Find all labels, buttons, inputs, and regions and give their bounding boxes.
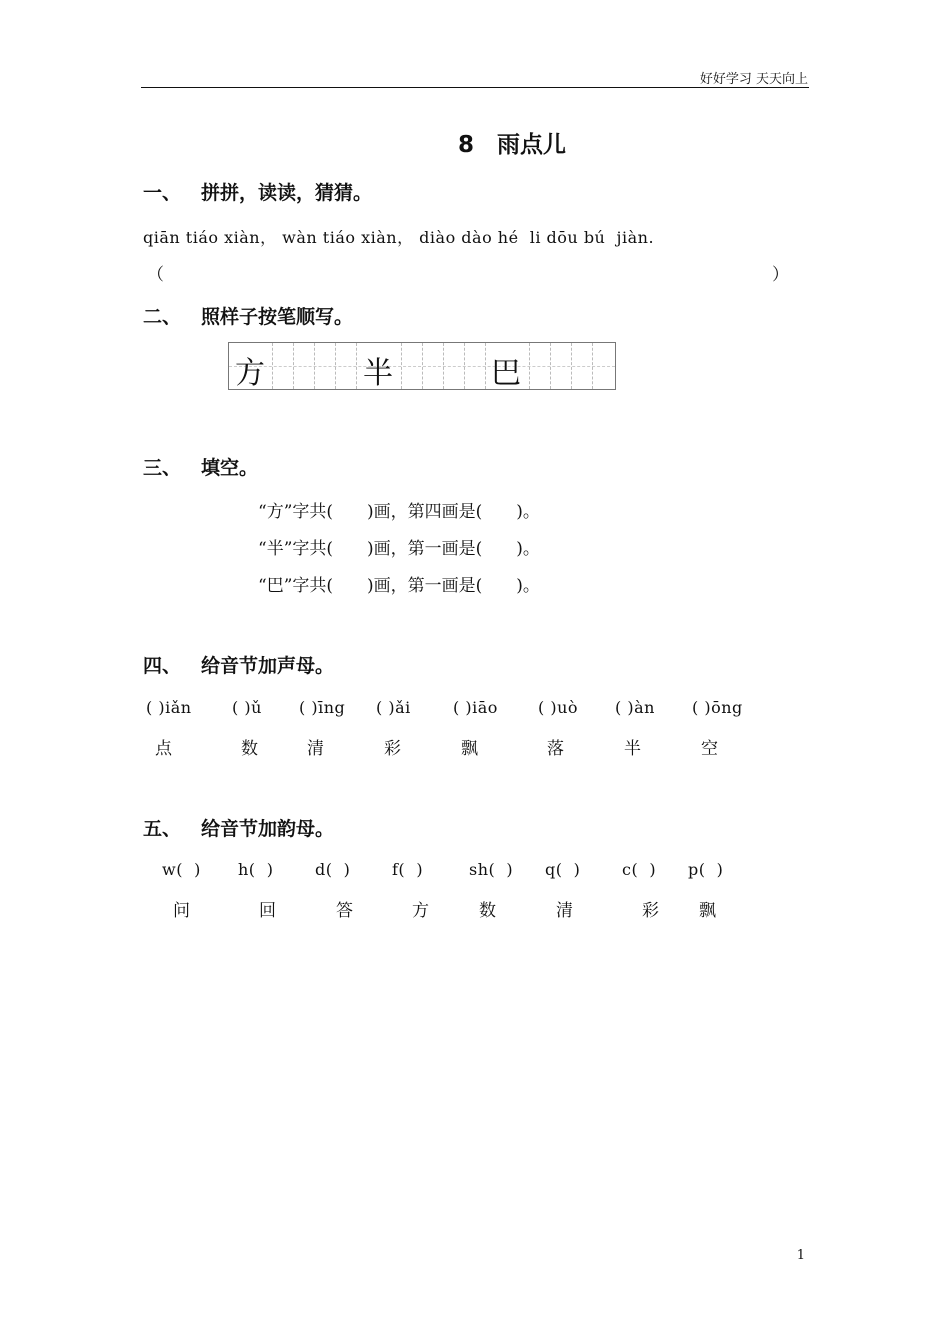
grid-char-ban: 半	[363, 356, 393, 391]
section-4-heading: 给音节加声母。	[201, 655, 335, 677]
section-5-heading: 给音节加韵母。	[201, 818, 335, 840]
s5-pinyin-2: h( )	[238, 860, 274, 879]
s5-pinyin-5: sh( )	[469, 860, 514, 879]
s4-char-1: 点	[155, 739, 172, 759]
grid-divider	[293, 343, 294, 389]
grid-divider	[571, 343, 572, 389]
s4-char-2: 数	[241, 739, 258, 759]
s5-char-2: 回	[259, 901, 276, 921]
grid-divider	[422, 343, 423, 389]
header-rule	[141, 87, 809, 88]
grid-divider	[592, 343, 593, 389]
fill-line-3: “巴”字共( )画，第一画是( )。	[258, 576, 540, 596]
s5-pinyin-6: q( )	[545, 860, 581, 879]
section-1-heading: 拼拼，读读，猜猜。	[201, 182, 373, 204]
fill-line-1: “方”字共( )画，第四画是( )。	[258, 502, 540, 522]
fill-line-2: “半”字共( )画，第一画是( )。	[258, 539, 540, 559]
section-3-heading: 填空。	[201, 457, 259, 479]
section-2-heading: 照样子按笔顺写。	[201, 306, 354, 328]
s4-pinyin-2: ( )ǔ	[232, 698, 262, 717]
grid-divider	[335, 343, 336, 389]
grid-divider	[485, 343, 486, 389]
s5-char-3: 答	[336, 901, 353, 921]
s4-pinyin-1: ( )iǎn	[146, 698, 192, 717]
header-text: 好好学习 天天向上	[699, 72, 808, 87]
grid-divider	[464, 343, 465, 389]
s5-char-8: 飘	[699, 901, 716, 921]
section-3-number: 三、	[143, 457, 182, 479]
page-number: 1	[796, 1248, 805, 1263]
s4-pinyin-4: ( )ǎi	[376, 698, 411, 717]
grid-divider	[443, 343, 444, 389]
section-2-number: 二、	[143, 306, 182, 328]
section-5-number: 五、	[143, 818, 182, 840]
s4-char-6: 落	[547, 739, 564, 759]
s4-char-5: 飘	[461, 739, 478, 759]
s5-char-4: 方	[412, 901, 429, 921]
s4-pinyin-7: ( )àn	[615, 698, 655, 717]
s4-pinyin-8: ( )ōng	[692, 698, 743, 717]
s5-pinyin-1: w( )	[162, 860, 201, 879]
stroke-order-grid	[228, 342, 616, 390]
s5-pinyin-7: c( )	[622, 860, 657, 879]
grid-divider	[314, 343, 315, 389]
page-title: 8 雨点儿	[458, 132, 567, 158]
s5-char-5: 数	[479, 901, 496, 921]
s5-pinyin-4: f( )	[392, 860, 424, 879]
section-1-paren-open: （	[147, 265, 164, 285]
s5-pinyin-8: p( )	[688, 860, 724, 879]
s5-char-6: 清	[556, 901, 573, 921]
grid-divider	[529, 343, 530, 389]
grid-divider	[401, 343, 402, 389]
section-1-paren-close: ）	[772, 265, 789, 285]
s4-char-8: 空	[701, 739, 718, 759]
s4-char-4: 彩	[384, 739, 401, 759]
s4-char-7: 半	[624, 739, 641, 759]
s5-char-1: 问	[173, 901, 190, 921]
s5-char-7: 彩	[642, 901, 659, 921]
section-1-number: 一、	[143, 182, 182, 204]
s4-pinyin-5: ( )iāo	[453, 698, 498, 717]
s4-pinyin-6: ( )uò	[538, 698, 579, 717]
grid-char-ba: 巴	[491, 356, 521, 391]
s5-pinyin-3: d( )	[315, 860, 351, 879]
section-4-number: 四、	[143, 655, 182, 677]
grid-divider	[272, 343, 273, 389]
grid-divider	[356, 343, 357, 389]
grid-char-fang: 方	[235, 356, 265, 391]
grid-divider	[550, 343, 551, 389]
section-1-pinyin: qiān tiáo xiàn， wàn tiáo xiàn， diào dào hé li dōu bú jiàn.	[143, 228, 655, 247]
s4-pinyin-3: ( )īng	[299, 698, 346, 717]
s4-char-3: 清	[307, 739, 324, 759]
